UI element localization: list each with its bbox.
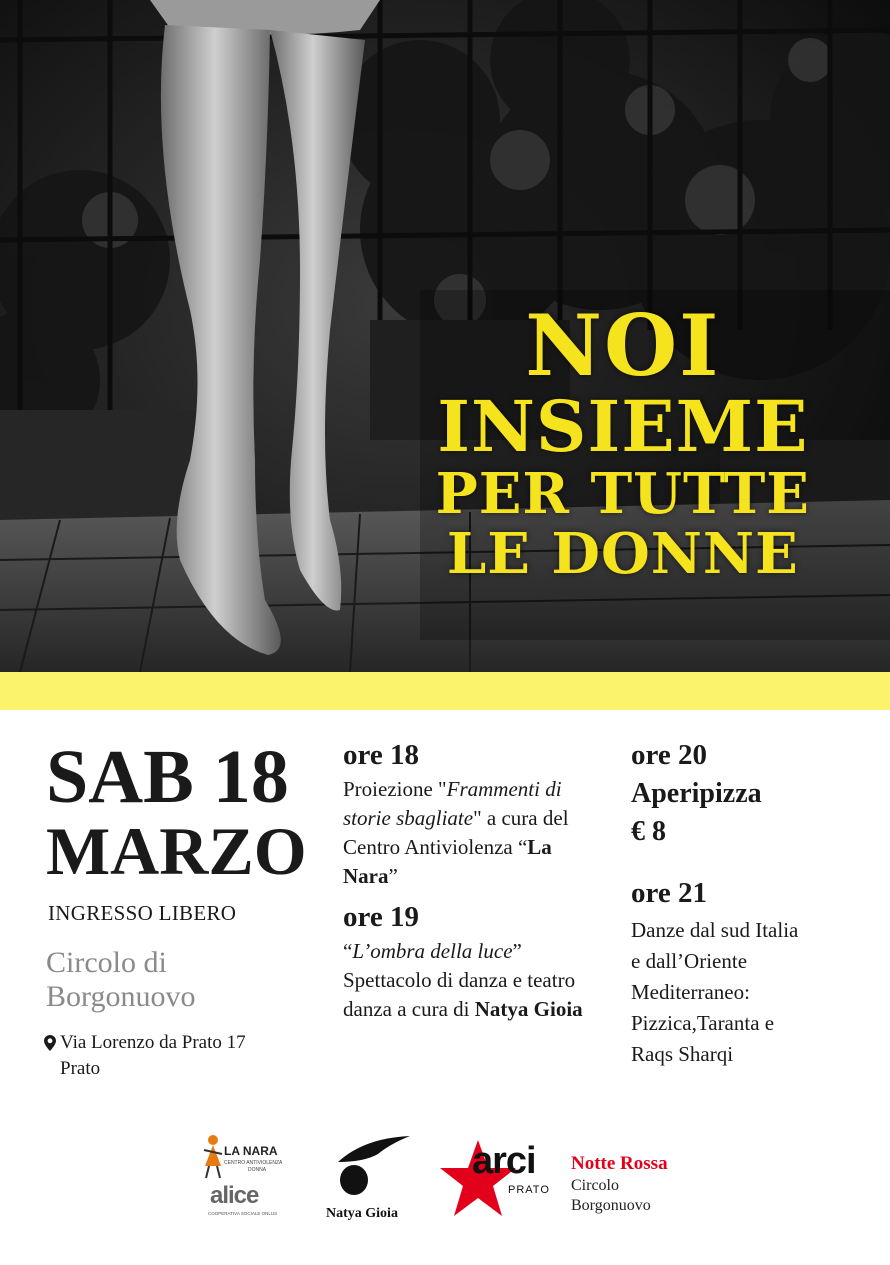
title-line-3: PER TUTTE — [435, 461, 810, 527]
la-nara-figure-icon — [200, 1134, 226, 1180]
desc-18-part-2: " a cura del Centro Antiviolenza “ — [343, 806, 569, 859]
notte-rossa-title: Notte Rossa — [571, 1153, 668, 1174]
time-18: ore 18 — [343, 739, 419, 771]
title-line-4: LE DONNE — [446, 521, 799, 587]
program-item-18 — [343, 739, 608, 891]
natya-gioia-mark-icon — [334, 1132, 414, 1196]
program-item-19 — [343, 901, 608, 1024]
notte-rossa-circolo-2: Borgonuovo — [571, 1197, 651, 1214]
time-19: ore 19 — [343, 901, 419, 933]
desc-18-part-3: ” — [388, 864, 398, 888]
desc-19-part-1: “ — [343, 939, 353, 963]
venue-line-2: Borgonuovo — [46, 980, 196, 1013]
entry-note: INGRESSO LIBERO — [48, 901, 237, 925]
alice-name: alice — [210, 1182, 259, 1209]
date-venue-column — [46, 735, 316, 1082]
desc-19-part-2: ” Spettacolo di danza e teatro danza a cura di — [343, 939, 576, 1021]
desc-21-line-1: Danze dal sud Italia — [631, 918, 799, 942]
aperipizza-label: Aperipizza — [631, 778, 762, 809]
arci-name: arci — [472, 1140, 536, 1182]
address-city: Prato — [60, 1058, 101, 1079]
organizer-name: La Nara — [343, 835, 552, 888]
la-nara-sub-1: CENTRO ANTIVIOLENZA — [224, 1160, 283, 1166]
la-nara-logo — [200, 1134, 290, 1182]
notte-rossa-credit — [571, 1152, 711, 1222]
venue-address — [46, 1030, 316, 1082]
program-column-1 — [343, 735, 608, 1024]
natya-gioia-logo — [320, 1132, 420, 1224]
sponsor-logos — [0, 1128, 890, 1228]
aperipizza-price: € 8 — [631, 816, 666, 847]
show-title: L’ombra della luce — [352, 939, 513, 963]
desc-18-part-1: Proiezione " — [343, 777, 447, 801]
la-nara-name: LA NARA — [224, 1144, 278, 1158]
venue-line-1: Circolo di — [46, 946, 167, 979]
description-21 — [631, 915, 871, 1070]
company-name: Natya Gioia — [474, 997, 583, 1021]
map-pin-icon — [44, 1035, 56, 1051]
event-month: MARZO — [46, 813, 307, 889]
desc-21-line-4: Pizzica,Taranta e — [631, 1011, 775, 1035]
time-20: ore 20 — [631, 739, 707, 771]
film-title: Frammenti di storie sbagliate — [343, 777, 562, 830]
program-item-20 — [631, 739, 871, 851]
alice-sub: COOPERATIVA SOCIALE ONLUS — [208, 1211, 278, 1216]
program-column-2 — [631, 735, 871, 1070]
la-nara-sub-2: DONNA — [248, 1167, 267, 1173]
description-19 — [343, 937, 608, 1024]
natya-gioia-name: Natya Gioia — [326, 1206, 398, 1221]
title-line-1: NOI — [525, 296, 721, 395]
notte-rossa-circolo-1: Circolo — [571, 1177, 619, 1194]
event-title — [435, 296, 810, 587]
description-18 — [343, 775, 608, 891]
arci-logo — [438, 1138, 558, 1224]
alice-logo — [208, 1182, 288, 1220]
arci-sub: PRATO — [508, 1184, 550, 1196]
event-day: SAB 18 — [46, 735, 289, 819]
address-street: Via Lorenzo da Prato 17 — [60, 1032, 246, 1053]
yellow-band — [0, 672, 890, 710]
time-21: ore 21 — [631, 877, 707, 909]
desc-21-line-5: Raqs Sharqi — [631, 1042, 734, 1066]
title-line-2: INSIEME — [437, 385, 809, 468]
venue-name — [46, 946, 316, 1014]
desc-21-line-3: Mediterraneo: — [631, 980, 750, 1004]
program-item-21 — [631, 877, 871, 1070]
desc-21-line-2: e dall’Oriente — [631, 949, 748, 973]
